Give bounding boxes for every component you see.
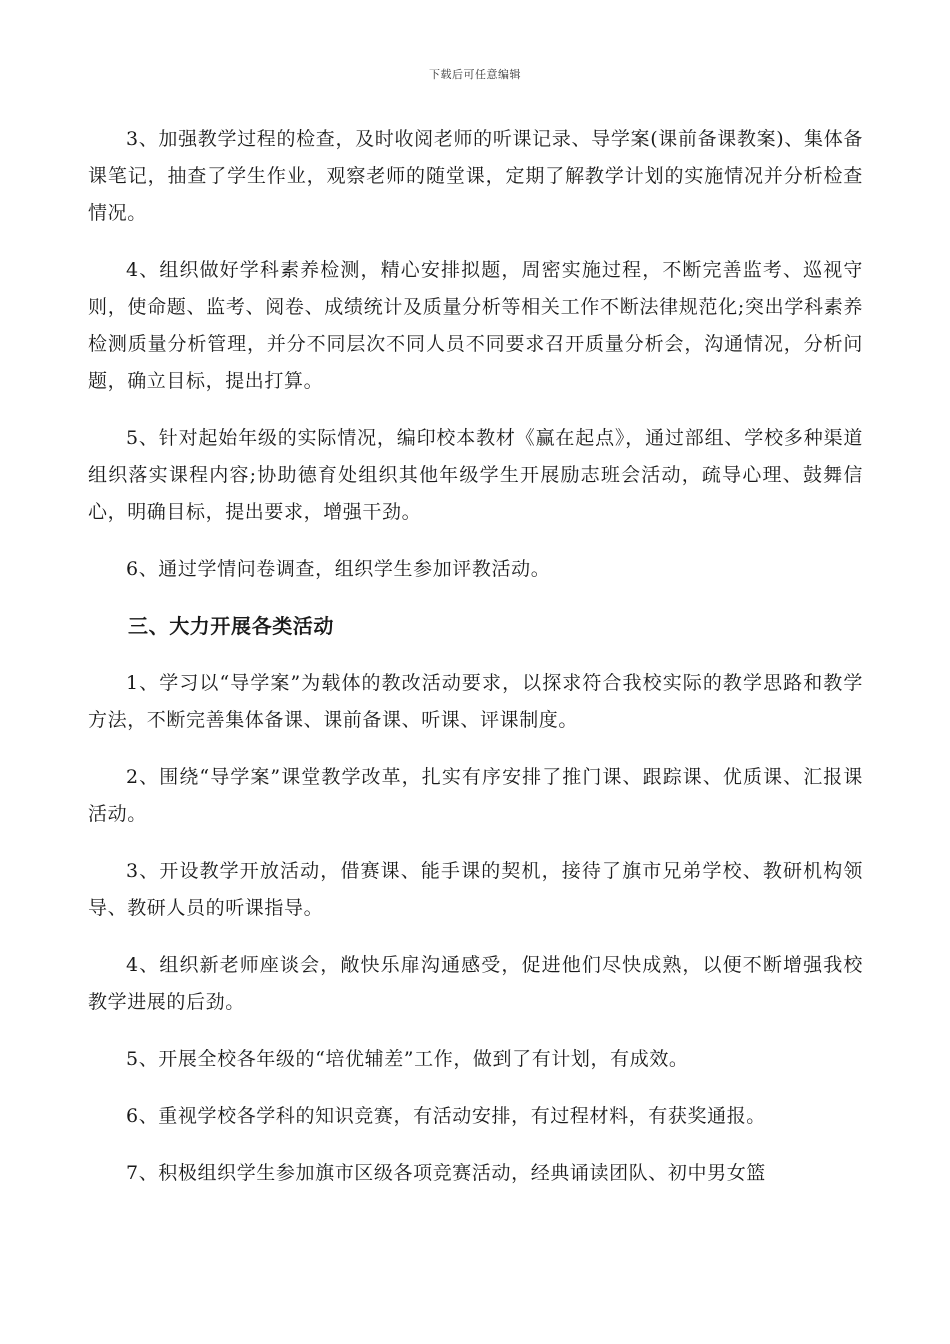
paragraph-1-guided-learning: 1、学习以“导学案”为载体的教改活动要求，以探求符合我校实际的教学思路和教学方法，不断完善集体备课、课前备课、听课、评课制度。 <box>88 672 863 731</box>
paragraph-4-literacy-test: 4、组织做好学科素养检测，精心安排拟题，周密实施过程，不断完善监考、巡视守则，使命题、监考、阅卷、成绩统计及质量分析等相关工作不断法律规范化;突出学科素养检测质量分析管理，并分不同层次不同人员不同要求召开质量分析会，沟通情况，分析问题，确立目标，提出打算。 <box>88 259 863 392</box>
paragraph-2-classroom-reform: 2、围绕“导学案”课堂教学改革，扎实有序安排了推门课、跟踪课、优质课、汇报课活动。 <box>88 766 863 825</box>
header-note: 下载后可任意编辑 <box>429 68 521 81</box>
paragraph-3-open-activities: 3、开设教学开放活动，借赛课、能手课的契机，接待了旗市兄弟学校、教研机构领导、教研人员的听课指导。 <box>88 860 863 919</box>
paragraph-4-new-teachers: 4、组织新老师座谈会，敞快乐扉沟通感受，促进他们尽快成熟，以便不断增强我校教学进展的后劲。 <box>88 954 863 1013</box>
document-body <box>88 121 863 1212</box>
paragraph-7-district-contests: 7、积极组织学生参加旗市区级各项竞赛活动，经典诵读团队、初中男女篮 <box>126 1162 766 1184</box>
paragraph-6-competitions: 6、重视学校各学科的知识竞赛，有活动安排，有过程材料，有获奖通报。 <box>126 1105 766 1127</box>
paragraph-5-tutoring: 5、开展全校各年级的“培优辅差”工作，做到了有计划，有成效。 <box>126 1048 689 1070</box>
section-heading-activities: 三、大力开展各类活动 <box>128 614 334 638</box>
paragraph-3-inspection: 3、加强教学过程的检查，及时收阅老师的听课记录、导学案(课前备课教案)、集体备课笔记，抽查了学生作业，观察老师的随堂课，定期了解教学计划的实施情况并分析检查情况。 <box>88 128 863 224</box>
paragraph-6-survey: 6、通过学情问卷调查，组织学生参加评教活动。 <box>126 558 551 580</box>
paragraph-5-starting-grade: 5、针对起始年级的实际情况，编印校本教材《赢在起点》，通过部组、学校多种渠道组织落实课程内容;协助德育处组织其他年级学生开展励志班会活动，疏导心理、鼓舞信心，明确目标，提出要求，增强干劲。 <box>88 427 863 523</box>
